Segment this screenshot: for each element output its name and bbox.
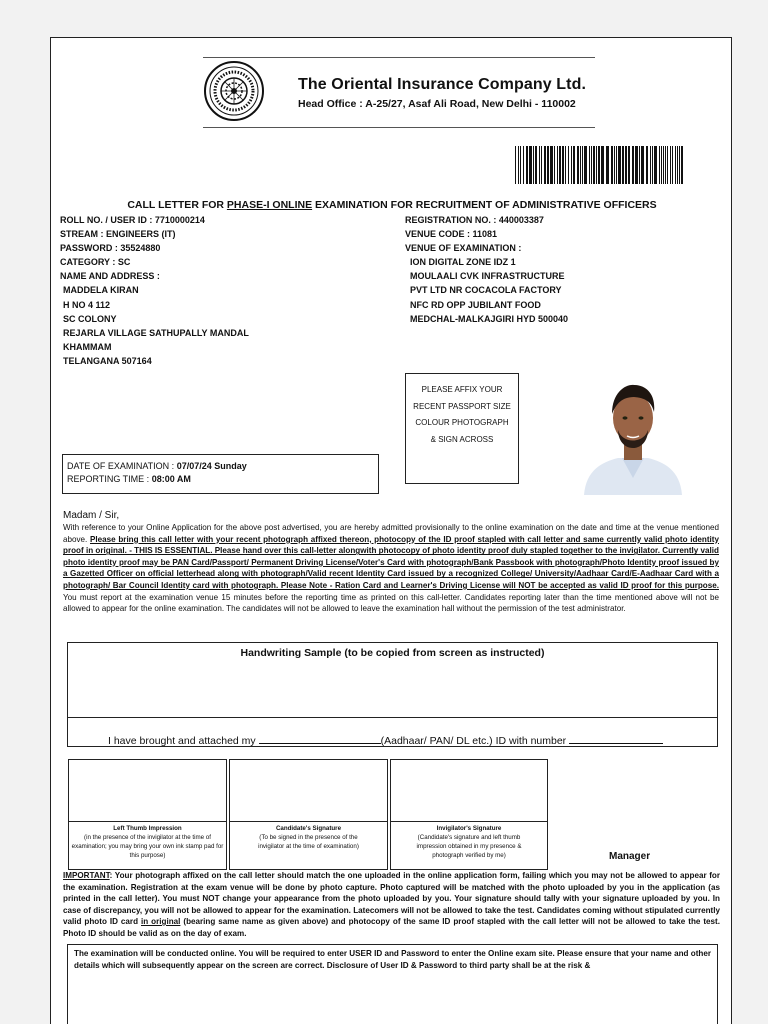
barcode-bar	[652, 146, 653, 184]
thumb-impression-box	[68, 759, 227, 870]
id-type-blank	[259, 733, 381, 744]
online-exam-note: The examination will be conducted online. You will be required to enter USER ID and Password to enter the Online exam site. Please ensure that your name and other details which will subsequently appear on the screen are correct. Disclosure of User ID & Password to third party shall be at the risk &	[67, 944, 718, 1024]
sig-divider	[69, 821, 226, 822]
barcode-bar	[526, 146, 528, 184]
barcode-bar	[565, 146, 566, 184]
sig-caption: Left Thumb Impression (in the presence of the invigilator at the time of examination; you may bring your own ink stamp pad for this purpose)	[71, 825, 224, 859]
barcode-bar	[584, 146, 587, 184]
roll-no: ROLL NO. / USER ID : 7710000214	[60, 215, 205, 225]
invigilator-signature-box	[390, 759, 548, 870]
candidate-signature-box	[229, 759, 388, 870]
header-bottom-rule	[203, 127, 595, 128]
barcode-bar	[625, 146, 627, 184]
letter-body: With reference to your Online Application for the above post advertised, you are hereby admitted provisionally to the online examination on the date and time at the venue mentioned above. Please bring this call letter with your recent photograph affixed thereon, photocopy of the ID proof stapled with call letter and same currently valid photo identity proof in original. - THIS IS ESSENTIAL. Please hand over this call-letter alongwith photocopy of photo identity proof duly stapled together to the invigilator. Currently valid photo identity proof may be PAN Card/Passport/ Permanent Driving License/Voter's Card with photograph/Bank Passbook with photograph/Photo Identity proof issued by a Gazetted Officer on official letterhead along with photograph/Valid recent Identity Card issued by a recognized College/ University/Aadhaar Card/E-Aadhaar Card with a photograph/ Bar Council Identity card with photograph. Please Note - Ration Card and Learner's Driving License will NOT be accepted as valid ID proof for this purpose. You must report at the examination venue 15 minutes before the reporting time as printed on this call-letter. Candidates reporting later than the time mentioned above will not be allowed to appear for the online examination. The candidates will not be allowed to leave the examination hall without the permission of the test administrator.	[63, 523, 719, 614]
handwriting-divider	[68, 717, 717, 718]
affix-photo-box	[405, 373, 519, 484]
barcode-bar	[589, 146, 590, 184]
barcode-bar	[628, 146, 630, 184]
barcode-bar	[557, 146, 558, 184]
barcode-bar	[523, 146, 524, 184]
salutation: Madam / Sir,	[63, 510, 120, 521]
id-declaration-line: I have brought and attached my (Aadhaar/ PAN/ DL etc.) ID with number	[108, 733, 663, 747]
venue-code: VENUE CODE : 11081	[405, 229, 498, 240]
address-line: MADDELA KIRAN	[63, 285, 139, 296]
registration-no: REGISTRATION NO. : 440003387	[405, 215, 544, 225]
venue-line: NFC RD OPP JUBILANT FOOD	[410, 299, 541, 310]
barcode-bar	[654, 146, 657, 184]
sig-divider	[230, 821, 387, 822]
barcode-bar	[616, 146, 617, 184]
photo-box-line: & SIGN ACROSS	[430, 434, 494, 444]
barcode-bar	[601, 146, 604, 184]
barcode-bar	[520, 146, 521, 184]
stream: STREAM : ENGINEERS (IT)	[60, 229, 176, 240]
barcode-bar	[568, 146, 569, 184]
barcode-bar	[646, 146, 648, 184]
barcode-bar	[681, 146, 683, 184]
barcode-bar	[544, 146, 546, 184]
barcode-bar	[550, 146, 553, 184]
barcode-bar	[667, 146, 668, 184]
barcode-bar	[554, 146, 555, 184]
barcode-bar	[661, 146, 662, 184]
barcode-bar	[559, 146, 561, 184]
barcode-bar	[611, 146, 613, 184]
barcode-bar	[541, 146, 542, 184]
photo-box-line: PLEASE AFFIX YOUR	[421, 385, 503, 394]
barcode-bar	[571, 146, 572, 184]
barcode-bar	[533, 146, 534, 184]
essential-instructions: Please bring this call letter with your recent photograph affixed thereon, photocopy of the ID proof stapled with call letter and same currently valid photo identity proof in original. - THIS IS ESSENTIAL. Please hand over this call-letter alongwith photocopy of photo identity proof duly stapled together to the invigilator. Currently valid photo identity proof may be PAN Card/Passport/ Permanent Driving License/Voter's Card with photograph/Bank Passbook with photograph/Photo Identity proof issued by a Gazetted Officer on official letterhead along with photograph/Valid recent Identity Card issued by a recognized College/ University/Aadhaar Card/E-Aadhaar Card with a photograph/ Bar Council Identity card with photograph. Please Note - Ration Card and Learner's Driving License will NOT be accepted as valid ID proof for this purpose.	[63, 534, 719, 590]
sig-caption: Invigilator's Signature (Candidate's signature and left thumb impression obtained in my presence & photograph verified by me)	[416, 825, 522, 859]
exam-date: DATE OF EXAMINATION : 07/07/24 Sunday	[67, 461, 247, 471]
barcode-bar	[679, 146, 680, 184]
category: CATEGORY : SC	[60, 257, 131, 268]
sig-divider	[391, 821, 547, 822]
important-note: IMPORTANT: Your photograph affixed on the call letter should match the one uploaded in the online application form, failing which you may not be allowed to appear for the examination. Registration at the exam venue will be done by photo capture. Photo captured will be matched with the photo uploaded by you in the application (as printed in the call letter). You must NOT change your appearance from the photo uploaded by you. Your signature should tally with your signature uploaded by you. In case of discrepancy, you will not be allowed to appear for the examination. Latecomers will not be allowed to take the test. Candidates coming without stipulated currently valid photo ID card in original (bearing same name as given above) and photocopy of the same ID proof stapled with the call letter will not be allowed to take the test. Photo ID should be valid as on the day of exam.	[63, 871, 720, 938]
barcode-bar	[639, 146, 640, 184]
barcode-bar	[577, 146, 579, 184]
venue-line: PVT LTD NR COCACOLA FACTORY	[410, 285, 562, 296]
barcode-bar	[562, 146, 564, 184]
barcode-bar	[650, 146, 651, 184]
handwriting-sample-box	[67, 642, 718, 747]
address-line: TELANGANA 507164	[63, 355, 152, 366]
barcode-bar	[598, 146, 600, 184]
barcode-bar	[622, 146, 624, 184]
barcode-bar	[591, 146, 592, 184]
barcode-bar	[659, 146, 660, 184]
barcode-bar	[593, 146, 595, 184]
call-letter-title: CALL LETTER FOR PHASE-I ONLINE EXAMINATION FOR RECRUITMENT OF ADMINISTRATIVE OFFICERS	[127, 199, 657, 211]
barcode-bar	[515, 146, 516, 184]
barcode-bar	[641, 146, 644, 184]
barcode-bar	[614, 146, 615, 184]
address-line: H NO 4 112	[63, 299, 111, 310]
call-letter-page	[50, 37, 732, 1024]
barcode-bar	[582, 146, 583, 184]
barcode-bar	[535, 146, 537, 184]
id-number-blank	[569, 733, 663, 744]
venue-line: ION DIGITAL ZONE IDZ 1	[410, 257, 516, 268]
venue-line: MEDCHAL-MALKAJGIRI HYD 500040	[410, 313, 569, 324]
candidate-photo	[582, 374, 684, 495]
barcode-bar	[606, 146, 609, 184]
venue-line: MOULAALI CVK INFRASTRUCTURE	[410, 271, 565, 282]
candidate-details	[60, 213, 249, 368]
barcode-bar	[596, 146, 597, 184]
barcode-bar	[518, 146, 519, 184]
manager-label: Manager	[609, 851, 651, 862]
company-seal-logo	[203, 60, 265, 122]
photo-box-line: COLOUR PHOTOGRAPH	[415, 418, 509, 427]
photo-box-line: RECENT PASSPORT SIZE	[413, 401, 511, 411]
barcode-bar	[529, 146, 532, 184]
barcode-bar	[632, 146, 634, 184]
barcode-bar	[672, 146, 673, 184]
barcode	[515, 146, 687, 184]
venue-label: VENUE OF EXAMINATION :	[405, 243, 522, 254]
exam-date-box	[62, 454, 379, 494]
barcode-bar	[663, 146, 664, 184]
venue-details	[405, 213, 568, 326]
address-line: SC COLONY	[63, 313, 117, 324]
barcode-bar	[539, 146, 540, 184]
barcode-bar	[618, 146, 621, 184]
barcode-bar	[670, 146, 671, 184]
company-name: The Oriental Insurance Company Ltd.	[298, 76, 586, 93]
header-top-rule	[203, 57, 595, 58]
barcode-bar	[580, 146, 581, 184]
barcode-bar	[677, 146, 678, 184]
sig-caption: Candidate's Signature (To be signed in the presence of the invigilator at the time of examination)	[258, 825, 359, 850]
barcode-bar	[573, 146, 575, 184]
reporting-time: REPORTING TIME : 08:00 AM	[67, 474, 191, 484]
phase-label: PHASE-I ONLINE	[226, 199, 313, 211]
barcode-bar	[675, 146, 676, 184]
handwriting-title: Handwriting Sample (to be copied from screen as instructed)	[240, 647, 545, 659]
head-office-address: Head Office : A-25/27, Asaf Ali Road, New Delhi - 110002	[298, 98, 576, 110]
barcode-bar	[635, 146, 638, 184]
barcode-bar	[547, 146, 549, 184]
password: PASSWORD : 35524880	[60, 243, 161, 254]
barcode-bar	[665, 146, 666, 184]
name-address-label: NAME AND ADDRESS :	[60, 271, 160, 282]
address-line: REJARLA VILLAGE SATHUPALLY MANDAL	[63, 327, 249, 338]
address-line: KHAMMAM	[63, 341, 112, 352]
